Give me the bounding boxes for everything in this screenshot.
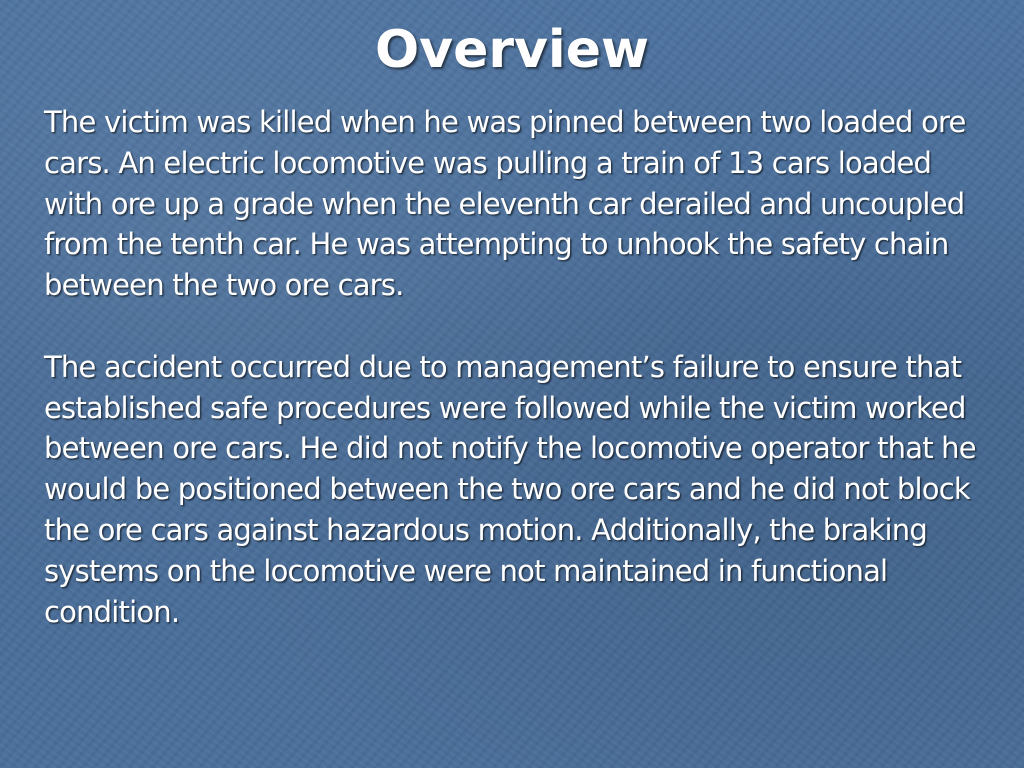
body-paragraph-2: The accident occurred due to management’s failure to ensure that established safe procedures were followed while the victim worked between ore cars. He did not notify the locomotive operator that he would be positioned between the two ore cars and he did not block the ore cars against hazardous motion. Additionally, the braking systems on the locomotive were not maintained in functional condition.	[44, 349, 976, 629]
slide-body	[44, 102, 984, 632]
body-paragraph-1: The victim was killed when he was pinned between two loaded ore cars. An electric locomotive was pulling a train of 13 cars loaded with ore up a grade when the eleventh car derailed and uncoupled from the tenth car. He was attempting to unhook the safety chain between the two ore cars.	[44, 105, 966, 303]
slide-title: Overview	[374, 20, 650, 80]
